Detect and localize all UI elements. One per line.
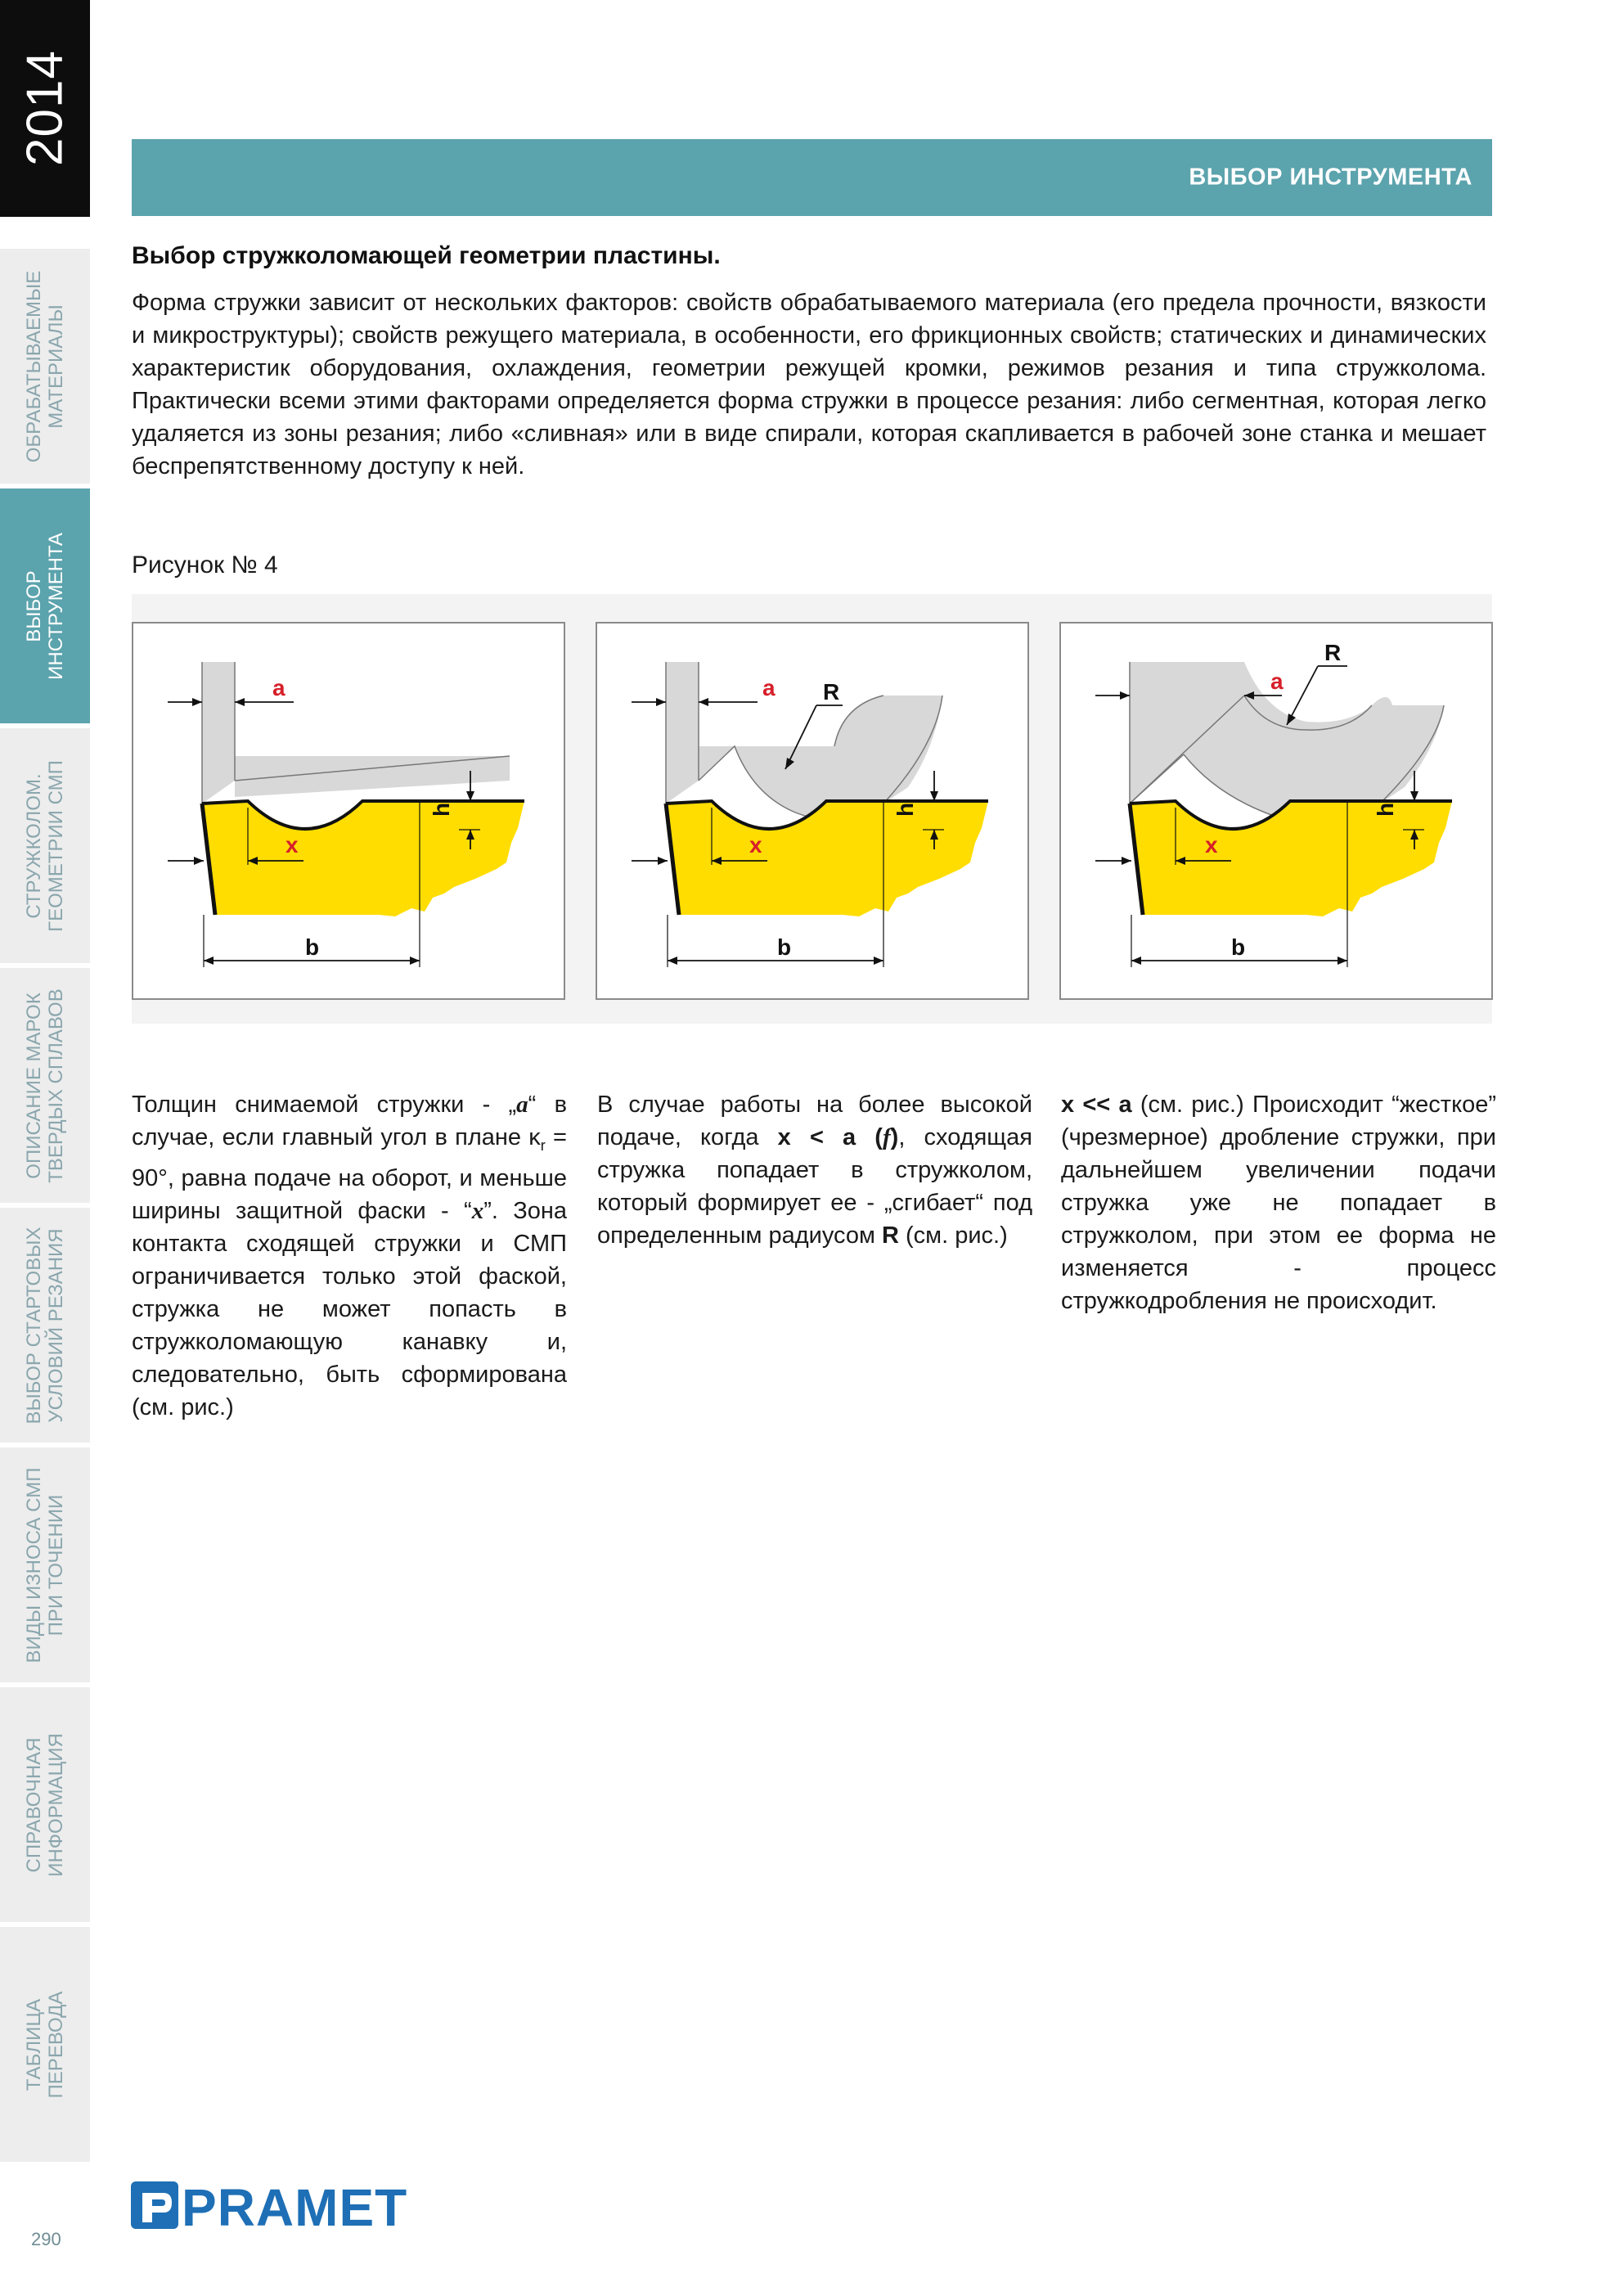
sidebar-tab-label: СТРУЖКОЛОМ. ГЕОМЕТРИИ СМП [23, 759, 67, 932]
label-h: h [892, 802, 918, 817]
sidebar-tab-label: ВЫБОР СТАРТОВЫХ УСЛОВИЙ РЕЗАНИЯ [23, 1227, 67, 1424]
diagram-panel-3 [1059, 622, 1493, 1000]
intro-paragraph: Форма стружки зависит от нескольких факторов: свойств обрабатываемого материала (его предела прочности, вязкости и микроструктуры); свойств режущего материала, в особенности, его фрикционных свойств; статических и динамических характеристик оборудования, охлаждения, геометрии режущей кромки, режимов резания и типа стружколома. Практически всеми этими факторами определяется форма стружки в процессе резания: либо сегментная, которая легко удаляется из зоны резания; либо «сливная» или в виде спирали, которая скапливается в рабочей зоне станка и мешает беспрепятственному доступу к ней. [132, 290, 1486, 479]
label-b: b [777, 934, 792, 960]
workpiece [666, 801, 988, 916]
sidebar-tab-label: СПРАВОЧНАЯ ИНФОРМАЦИЯ [23, 1732, 67, 1877]
pramet-logo [131, 2177, 409, 2234]
sidebar-tab-reference[interactable] [0, 1687, 90, 1925]
label-x: x [285, 832, 299, 858]
year-badge [0, 0, 90, 217]
sidebar-tab-label: ВЫБОР ИНСТРУМЕНТА [23, 532, 67, 680]
column-text-2: В случае работы на более высокой подаче, когда x < a (f), сходящая стружка попадает в стружколом, который формирует ее - „сгибает“ под определенным радиусом R (см. рис.) [597, 1092, 1032, 1249]
chip-diagram-1 [133, 624, 564, 998]
sidebar-tab-label: ОПИСАНИЕ МАРОК ТВЕРДЫХ СПЛАВОВ [23, 988, 67, 1183]
label-h: h [1373, 802, 1398, 817]
sidebar-tab-label: ОБРАБАТЫВАЕМЫЕ МАТЕРИАЛЫ [23, 270, 67, 462]
sidebar-tab-conversion[interactable] [0, 1927, 90, 2164]
label-a: a [272, 675, 285, 700]
label-R: R [1324, 640, 1342, 665]
column-text-1: Толщин снимаемой стружки - „a“ в случае, если главный угол в плане $\kappa_r = 90^\circ$, равна подаче на оборот, и меньше ширины защитной фаски - “x”. Зона контакта сходящей стружки и СМП ограничивается только этой фаской, стружка не может попасть в стружколомающую канавку и, следовательно, быть сформирована (см. рис.) [132, 1092, 567, 1420]
sidebar-tab-tool-selection[interactable] [0, 488, 90, 726]
label-h: h [429, 802, 454, 817]
section-header-title: ВЫБОР ИНСТРУМЕНТА [1189, 164, 1472, 191]
workpiece [202, 801, 524, 916]
diagram-panel-1 [132, 622, 565, 1000]
chip-diagram-3 [1061, 624, 1491, 998]
sidebar-tab-materials[interactable] [0, 249, 90, 486]
sidebar-tab-carbide-grades[interactable] [0, 968, 90, 1205]
sidebar-tab-wear-types[interactable] [0, 1447, 90, 1685]
sidebar-tab-cutting-conditions[interactable] [0, 1208, 90, 1445]
diagram-panel-2 [596, 622, 1029, 1000]
sidebar-nav [0, 0, 90, 2296]
sidebar-tab-label: ТАБЛИЦА ПЕРЕВОДА [23, 1991, 67, 2098]
workpiece [1130, 801, 1452, 916]
label-b: b [305, 934, 320, 960]
label-a: a [1270, 669, 1284, 694]
year-text: 2014 [16, 50, 74, 166]
section-heading: Выбор стружколомающей геометрии пластины. [132, 242, 721, 269]
label-x: x [749, 832, 762, 858]
chip-tight [1130, 662, 1444, 824]
chip-curled [666, 662, 942, 820]
label-b: b [1231, 934, 1246, 960]
label-x: x [1205, 832, 1218, 858]
insert-body [202, 662, 235, 804]
label-a: a [762, 675, 776, 700]
figure-caption: Рисунок № 4 [132, 551, 278, 579]
sidebar-tab-chipbreakers[interactable] [0, 728, 90, 966]
section-header-bar [132, 139, 1492, 216]
column-text-3: x << a (см. рис.) Происходит “жесткое” (чрезмерное) дробление стружки, при дальнейшем увеличении подачи стружка уже не попадает в стружколом, при этом ее форма не изменяется - процесс стружкодробления не происходит. [1061, 1092, 1497, 1314]
sidebar-tab-label: ВИДЫ ИЗНОСА СМП ПРИ ТОЧЕНИИ [23, 1467, 67, 1663]
label-R: R [823, 679, 840, 705]
page-number: 290 [31, 2229, 61, 2249]
logo-text: PRAMET [182, 2178, 408, 2234]
chip-diagram-2 [597, 624, 1027, 998]
